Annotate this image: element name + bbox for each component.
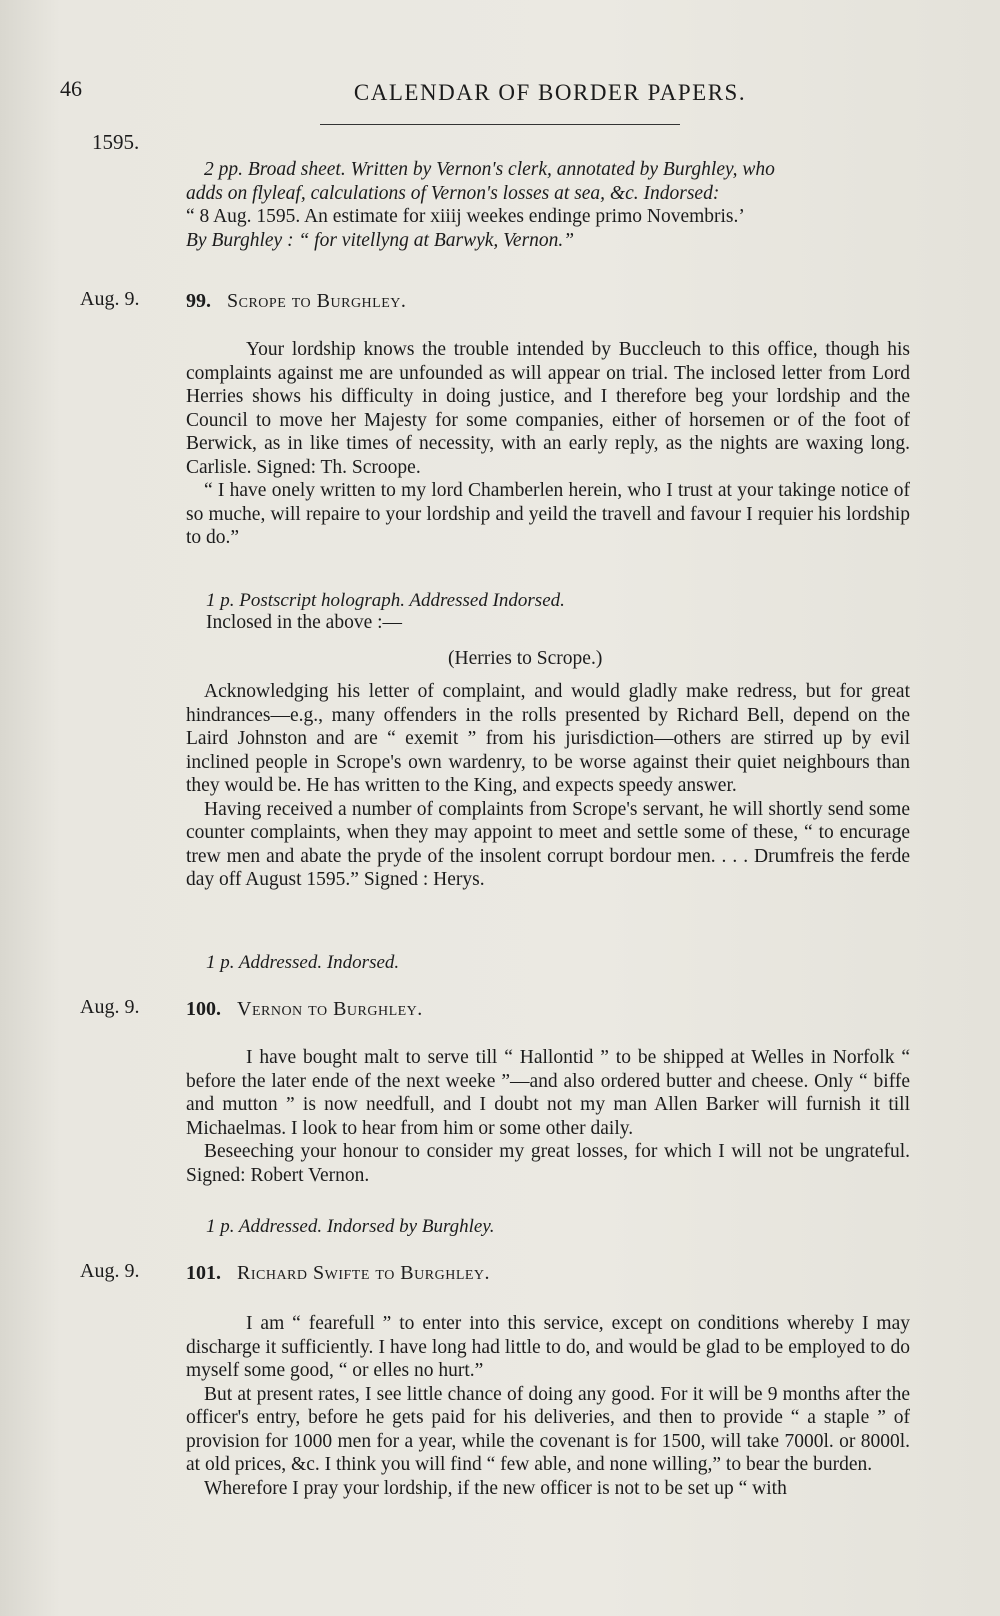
entry-100-heading [186,998,423,1021]
entry-100-body [186,1046,910,1187]
entry-100-number: 100. [186,998,221,1020]
entry-100-para-2: Beseeching your honour to consider my great losses, for which I will not be ungrateful. Signed: Robert Vernon. [186,1141,910,1186]
entry-101-date: Aug. 9. [80,1260,140,1282]
entry-100-date: Aug. 9. [80,996,140,1018]
entry-101-number: 101. [186,1262,221,1284]
entry-99-subheading: (Herries to Scrope.) [448,648,603,669]
prev-note-line-3: “ 8 Aug. 1595. An estimate for xiiij weekes endinge primo Novembris.’ [186,206,745,227]
entry-101-title: Richard Swifte to Burghley. [237,1262,491,1284]
entry-100-para-1: I have bought malt to serve till “ Hallontid ” to be shipped at Welles in Norfolk “ before the later ende of the next weeke ”—and also ordered butter and cheese. Only “ biffe and mutton ” is now needfull, and I doubt not my man Allen Barker will furnish it till Michaelmas. I look to hear from him or some other daily. [186,1047,910,1139]
entry-101-para-1: I am “ fearefull ” to enter into this service, except on conditions whereby I may discharge it sufficiently. I have long had little to do, and would be glad to be employed to do myself some good, “ or elles no hurt.” [186,1313,910,1381]
entry-99-heading [186,290,406,313]
entry-99-inclosure-body [186,680,910,892]
entry-99-note-2: 1 p. Addressed. Indorsed. [206,952,400,973]
entry-99-para-4: Having received a number of complaints from Scrope's servant, he will shortly send some counter complaints, when they may appoint to meet and settle some of these, “ to encurage trew men and abate the pryde of the insolent corrupt bordour men. . . . Drumfreis the ferde day off August 1595.” Signed : Herys. [186,798,910,890]
prev-note-line-1: 2 pp. Broad sheet. Written by Vernon's clerk, annotated by Burghley, who [204,159,775,180]
running-head: CALENDAR OF BORDER PAPERS. [353,80,747,105]
entry-101-para-3: Wherefore I pray your lordship, if the new officer is not to be set up “ with [204,1477,787,1499]
header-rule [320,124,680,125]
entry-99-inclosure-label: Inclosed in the above :— [206,612,403,633]
entry-99-title: Scrope to Burghley. [227,290,407,312]
entry-99-note: 1 p. Postscript holograph. Addressed Indorsed. [206,590,565,611]
entry-99-para-1: Your lordship knows the trouble intended by Buccleuch to this office, though his complaints against me are unfounded as will appear on trial. The inclosed letter from Lord Herries shows his difficulty in doing justice, and I therefore beg your lordship and the Council to move her Majesty for some companies, either of horsemen or of the foot of Berwick, as in like times of necessity, with an early reply, as the nights are waxing long. Carlisle. Signed: Th. Scroope. [186,339,910,478]
entry-101-body [186,1312,910,1500]
entry-99-para-3: Acknowledging his letter of complaint, and would gladly make redress, but for great hindrances—e.g., many offenders in the rolls presented by Richard Bell, depend on the Laird Johnston and are “ exemit ” from his jurisdiction—others are stirred up by evil inclined people in Scrope's own wardenry, to be worse against their quiet neighbours than they would be. He has written to the King, and expects speedy answer. [186,681,910,796]
prev-note-line-2: adds on flyleaf, calculations of Vernon's losses at sea, &c. Indorsed: [186,182,720,204]
entry-100-note: 1 p. Addressed. Indorsed by Burghley. [206,1216,495,1237]
page-number: 46 [60,76,82,101]
previous-entry-note [186,158,910,252]
margin-year: 1595. [92,130,140,154]
entry-101-heading [186,1262,490,1285]
entry-99-date: Aug. 9. [80,288,140,310]
entry-100-title: Vernon to Burghley. [237,998,423,1020]
entry-101-para-2: But at present rates, I see little chance of doing any good. For it will be 9 months after the officer's entry, before he gets paid for his deliveries, and then to provide “ a staple ” of provision for 1000 men for a year, while the covenant is for 1500, will take 7000l. or 8000l. at old prices, &c. I think you will find “ few able, and none willing,” to bear the burden. [186,1383,910,1475]
entry-99-body [186,338,910,550]
entry-99-para-2: “ I have onely written to my lord Chamberlen herein, who I trust at your takinge notice of so muche, will repaire to your lordship and yeild the travell and favour I requier his lordship to do.” [186,480,910,548]
entry-99-number: 99. [186,290,211,312]
prev-note-line-4: By Burghley : “ for vitellyng at Barwyk, Vernon.” [186,229,575,251]
